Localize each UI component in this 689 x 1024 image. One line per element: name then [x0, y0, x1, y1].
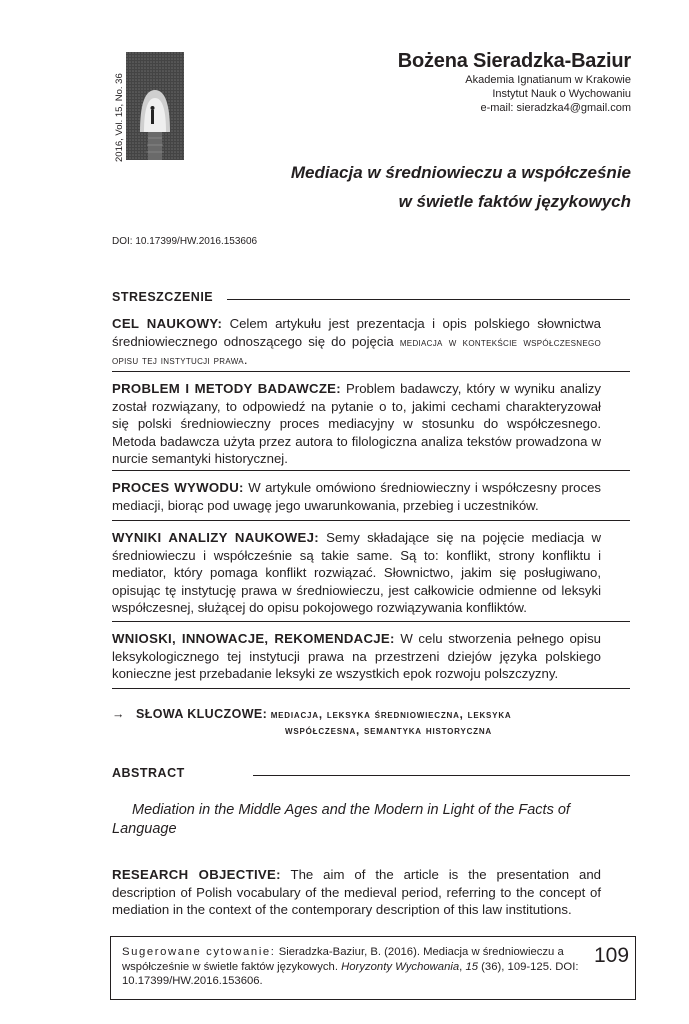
wnioski-text: W celu stworzenia pełnego opisu leksykologicznego tej instytucji prawa na przestrzeni dziejów języka polskiego konieczne jest przebadanie leksyki ze wszystkich epok rozwoju polszczyzny. [112, 631, 601, 682]
citation-volume: 15 [465, 960, 479, 973]
cel-label: CEL NAUKOWY: [112, 316, 223, 331]
wyniki-paragraph [112, 529, 601, 617]
article-title-line-2: w świetle faktów językowych [398, 192, 631, 211]
citation: Sugerowane cytowanie: Sieradzka-Baziur, B. (2016). Mediacja w średniowieczu a współcześnie w świetle faktów językowych. Horyzonty Wychowania, 15 (36), 109-125. DOI: 10.17399/HW.2016.153606. [122, 946, 579, 987]
doi[interactable]: DOI: 10.17399/HW.2016.153606 [112, 236, 258, 247]
abstract-heading-text: ABSTRACT [112, 766, 185, 780]
streszczenie-heading-text: STRESZCZENIE [112, 290, 214, 304]
author-affiliation-2: Instytut Nauk o Wychowaniu [492, 88, 631, 100]
wyniki-text: Semy składające się na pojęcie mediacja w średniowieczu i współcześnie są takie same. Są to: konflikt, strony konfliktu i mediator, który pomaga konflikt rozwiązać. Słownictwo, jakim się posługiwano, opisując tę instytucję prawa w średniowieczu, jest całkowicie odmienne od leksyki współczesnej, służącej do opisu pokojowego rozwiązywania konfliktów. [112, 530, 601, 616]
author-affiliation-1: Akademia Ignatianum w Krakowie [465, 74, 631, 86]
article-title [291, 158, 631, 216]
author-name: Bożena Sieradzka-Baziur [397, 50, 631, 72]
problem-paragraph [112, 380, 601, 468]
problem-label: PROBLEM I METODY BADAWCZE: [112, 381, 341, 396]
citation-text-1: Sieradzka-Baziur, B. (2016). Mediacja w średniowieczu a współcześnie w świetle faktów językowych. [122, 946, 564, 973]
keywords-label: SŁOWA KLUCZOWE: [135, 707, 268, 721]
english-title: Mediation in the Middle Ages and the Modern in Light of the Facts of Language [112, 802, 570, 837]
page-number: 109 [594, 944, 630, 967]
streszczenie-heading [112, 290, 630, 304]
heading-rule [227, 299, 630, 300]
author-block [398, 50, 631, 115]
journal-volume-info: 2016, Vol. 15, No. 36 [114, 73, 125, 162]
keywords-line-1: mediacja, leksyka średniowieczna, leksyka [270, 709, 512, 721]
heading-rule [253, 775, 630, 776]
separator [112, 371, 630, 372]
arrow-icon: → [112, 707, 125, 721]
problem-text: Problem badawczy, który w wyniku analizy został rozwiązany, to odpowiedź na pytanie o to, jakimi cechami charakteryzował się polski średniowieczny proces mediacyjny w stosunku do współczesnego. Metoda badawcza użyta przez autora to filologiczna analiza tekstów prowadzona w nurcie semantyki historycznej. [112, 381, 601, 467]
proces-paragraph [112, 479, 601, 514]
keywords [112, 706, 612, 739]
wnioski-label: WNIOSKI, INNOWACJE, REKOMENDACJE: [112, 631, 395, 646]
cel-naukowy-paragraph [112, 315, 601, 370]
citation-label: Sugerowane cytowanie: [122, 946, 276, 958]
keywords-line-2: współczesna, semantyka historyczna [285, 725, 493, 737]
cel-caps: mediacja w kontekście współczesnego opisu tej instytucji prawa [112, 334, 602, 368]
abstract-heading [112, 766, 630, 780]
separator [112, 688, 630, 689]
separator [112, 520, 630, 521]
cel-text: Celem artykułu jest prezentacja i opis polskiego słownictwa średniowiecznego odnoszącego się do pojęcia [112, 316, 601, 349]
proces-label: PROCES WYWODU: [112, 480, 244, 495]
proces-text: W artykule omówiono średniowieczny i współczesny proces mediacji, biorąc pod uwagę jego uwarunkowania, przebieg i uczestników. [112, 480, 601, 513]
separator [112, 470, 630, 471]
author-email[interactable]: e-mail: sieradzka4@gmail.com [480, 102, 631, 114]
cover-image [126, 52, 184, 160]
article-title-line-1: Mediacja w średniowieczu a współcześnie [290, 163, 631, 182]
wyniki-label: WYNIKI ANALIZY NAUKOWEJ: [112, 530, 319, 545]
separator [112, 621, 630, 622]
research-text: The aim of the article is the presentation and description of Polish vocabulary of the medieval period, referring to the concept of mediation in the context of the contemporary description of this law institutions. [112, 867, 601, 918]
citation-journal: Horyzonty Wychowania [341, 960, 460, 973]
cel-end: . [243, 352, 248, 368]
citation-text-2: (36), 109-125. DOI: 10.17399/HW.2016.153606. [122, 960, 579, 987]
wnioski-paragraph [112, 630, 601, 683]
research-label: RESEARCH OBJECTIVE: [112, 867, 281, 882]
research-objective-paragraph [112, 866, 601, 919]
